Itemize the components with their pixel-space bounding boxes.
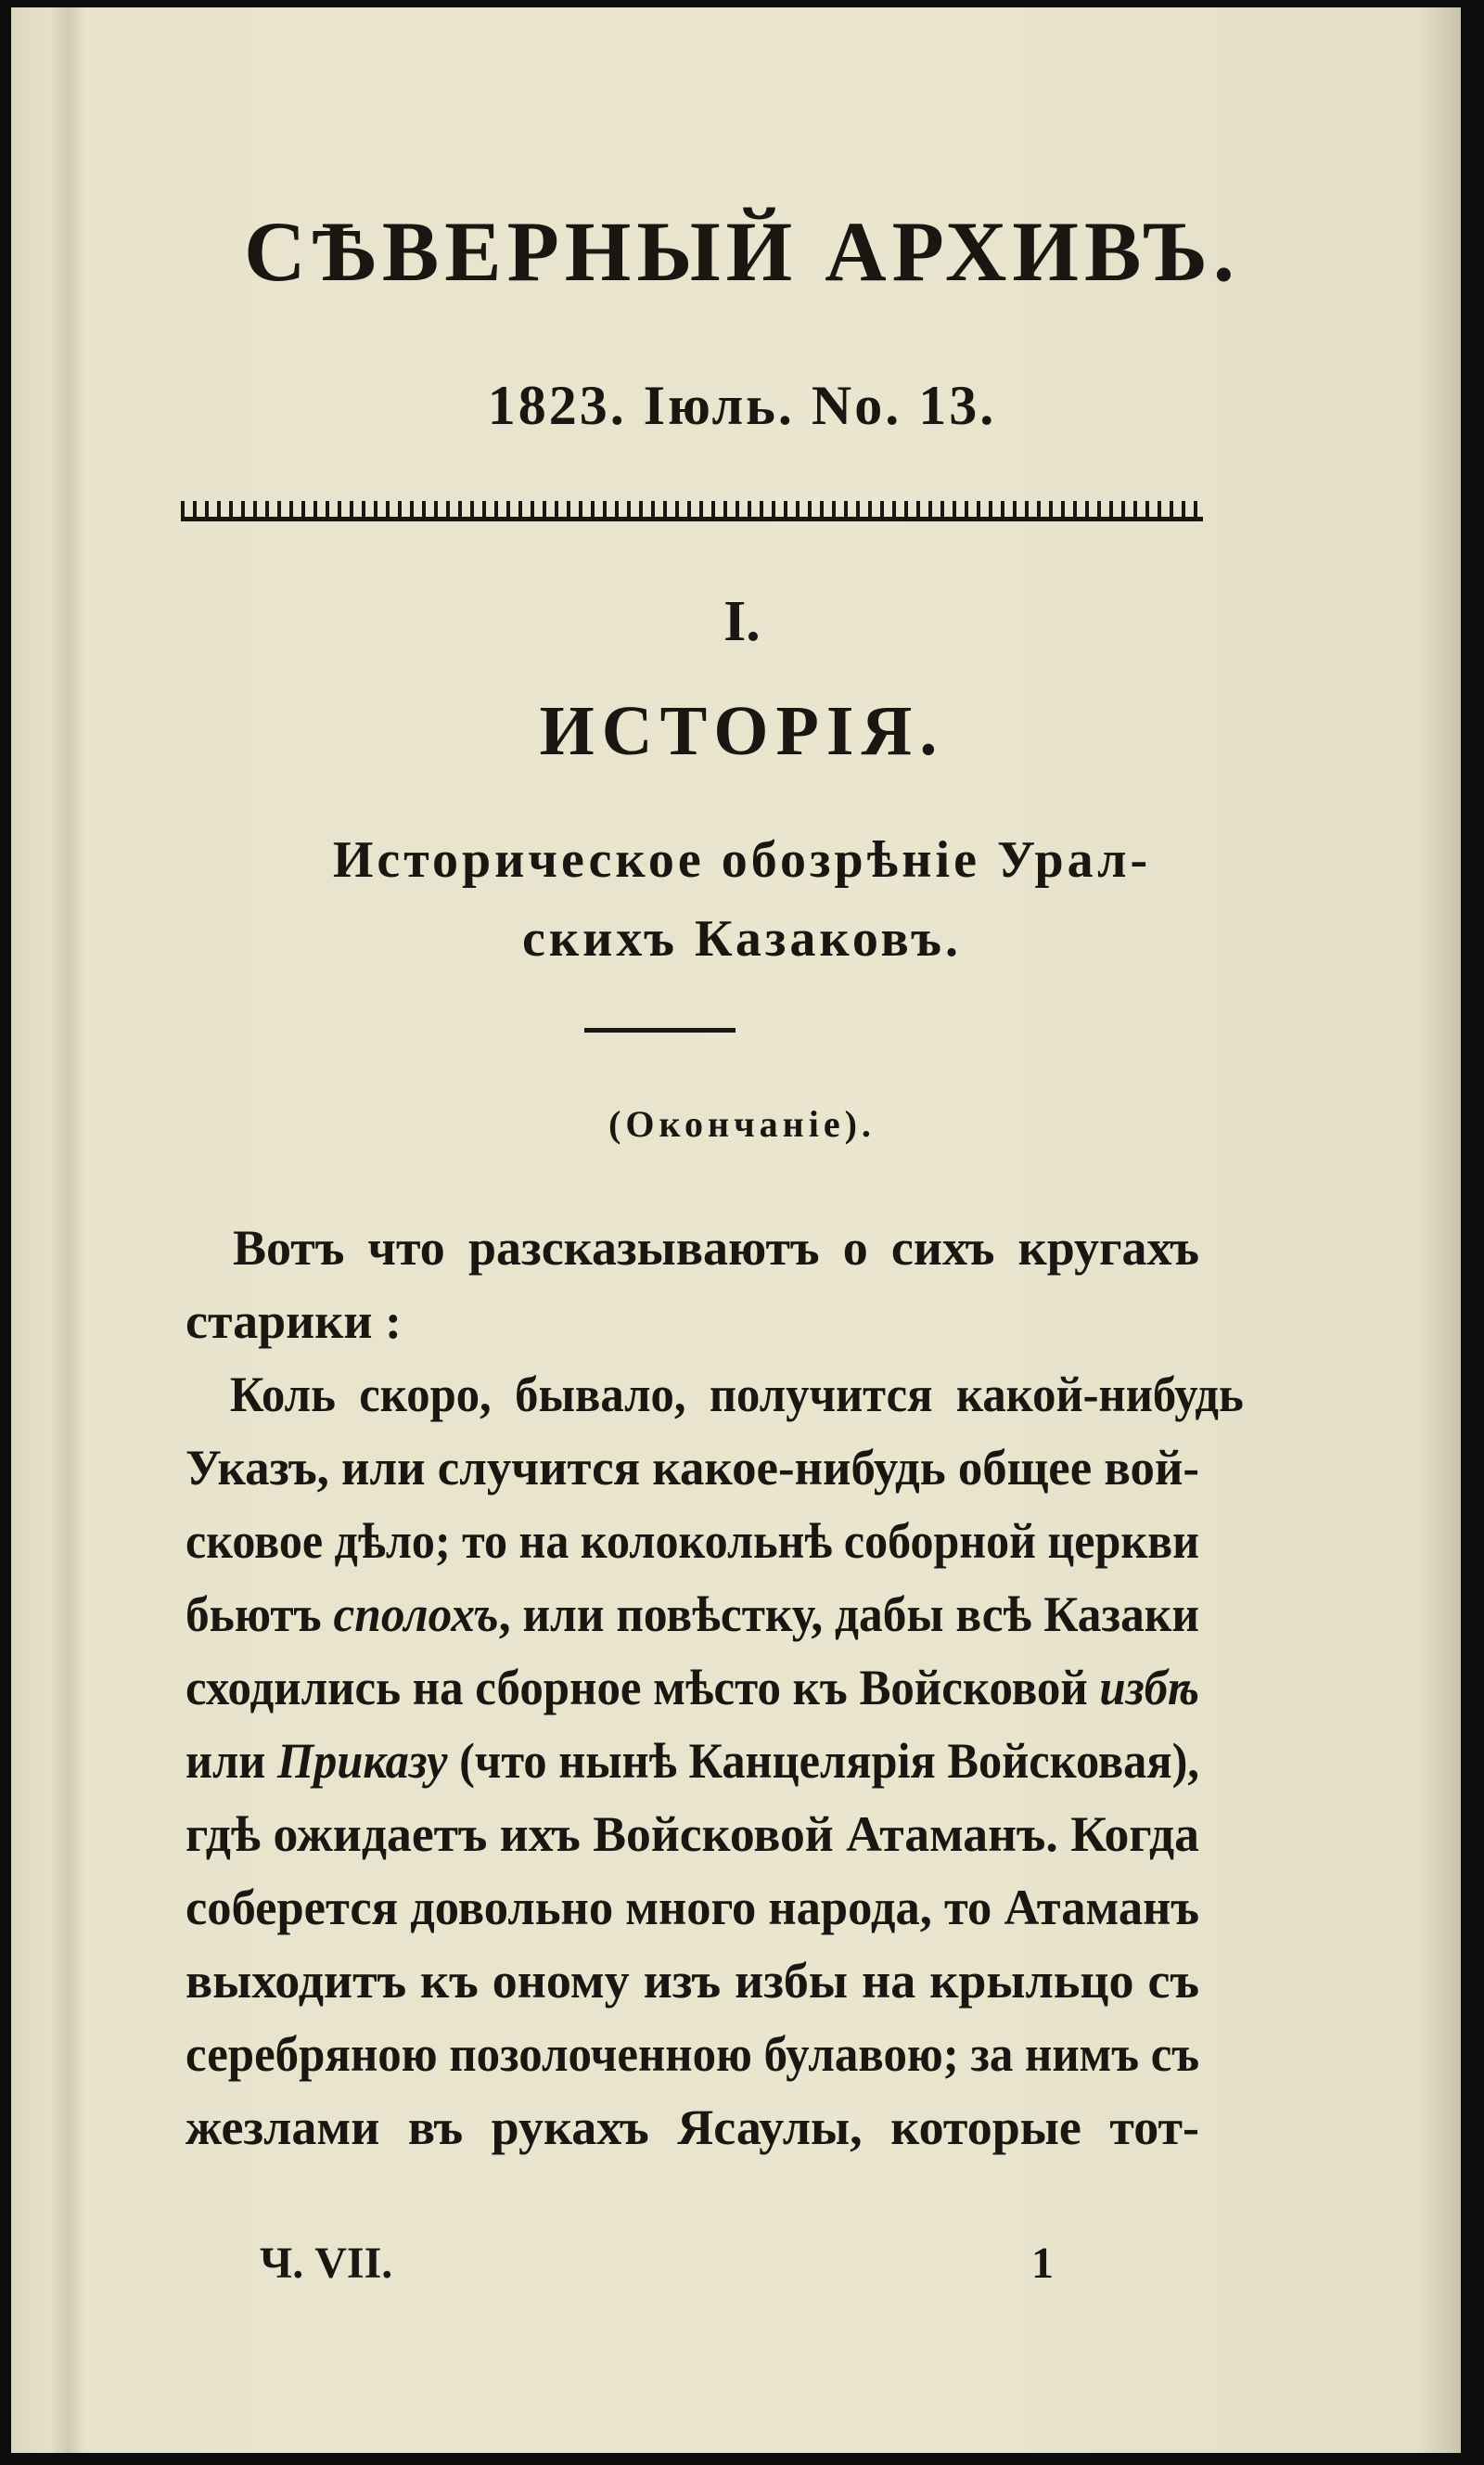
- text-line: [186, 1948, 1199, 2022]
- text-segment: жезлами въ рукахъ Ясаулы, которые тот-: [186, 2099, 1199, 2155]
- signature-mark: Ч. VII.: [260, 2239, 393, 2288]
- text-segment: серебряною позолоченною булавою; за нимъ съ: [186, 2026, 1199, 2082]
- text-line: [186, 1289, 1199, 1362]
- italic-word: сполохъ: [333, 1586, 499, 1642]
- section-number: I.: [723, 590, 761, 653]
- text-segment: , или повѣстку, дабы всѣ Казаки: [498, 1586, 1199, 1642]
- article-title-line1: Историческое обозрѣніе Урал-: [332, 831, 1152, 889]
- continuation-note: (Окончаніе).: [608, 1103, 876, 1145]
- ornamental-divider: [181, 501, 1203, 521]
- text-line: [186, 1215, 1199, 1289]
- text-segment: соберется довольно много народа, то Атаманъ: [186, 1880, 1199, 1935]
- text-segment: Коль скоро, бывало, получится какой-нибудь: [229, 1367, 1244, 1422]
- text-segment: Вотъ что разсказываютъ о сихъ кругахъ: [233, 1220, 1199, 1276]
- section-heading: ИСТОРІЯ.: [539, 692, 945, 770]
- text-segment: сковое дѣло; то на колокольнѣ соборной церкви: [186, 1513, 1199, 1569]
- text-segment: бьютъ: [186, 1586, 334, 1642]
- short-rule: [584, 1028, 736, 1033]
- text-line: [186, 1655, 1199, 1728]
- text-segment: Указъ, или случится какое-нибудь общее вой-: [186, 1440, 1199, 1496]
- article-title-line2: скихъ Казаковъ.: [522, 910, 962, 968]
- text-line: [186, 2022, 1199, 2095]
- text-line: [186, 1435, 1199, 1509]
- text-line: [186, 1802, 1199, 1875]
- text-line: [186, 1875, 1199, 1948]
- text-segment: сходились на сборное мѣсто къ Войсковой: [186, 1660, 1100, 1715]
- text-line: [186, 2095, 1199, 2168]
- text-segment: или: [186, 1733, 277, 1789]
- italic-word: Приказу: [276, 1733, 448, 1789]
- issue-line: 1823. Іюль. No. 13.: [487, 375, 997, 436]
- text-segment: выходитъ къ оному изъ избы на крыльцо съ: [186, 1953, 1199, 2009]
- body-text: [186, 1215, 1244, 2168]
- text-line: [186, 1509, 1199, 1582]
- text-segment: (что нынѣ Канцелярія Войсковая),: [447, 1733, 1199, 1789]
- gathering-number: 1: [1031, 2239, 1054, 2288]
- text-line: [186, 1728, 1199, 1802]
- journal-title: СѢВЕРНЫЙ АРХИВЪ.: [244, 204, 1240, 299]
- text-segment: гдѣ ожидаетъ ихъ Войсковой Атаманъ. Когда: [186, 1806, 1199, 1862]
- text-segment: старики :: [186, 1293, 403, 1349]
- text-line: [186, 1362, 1244, 1435]
- italic-word: избѣ: [1099, 1660, 1199, 1715]
- text-line: [186, 1582, 1199, 1655]
